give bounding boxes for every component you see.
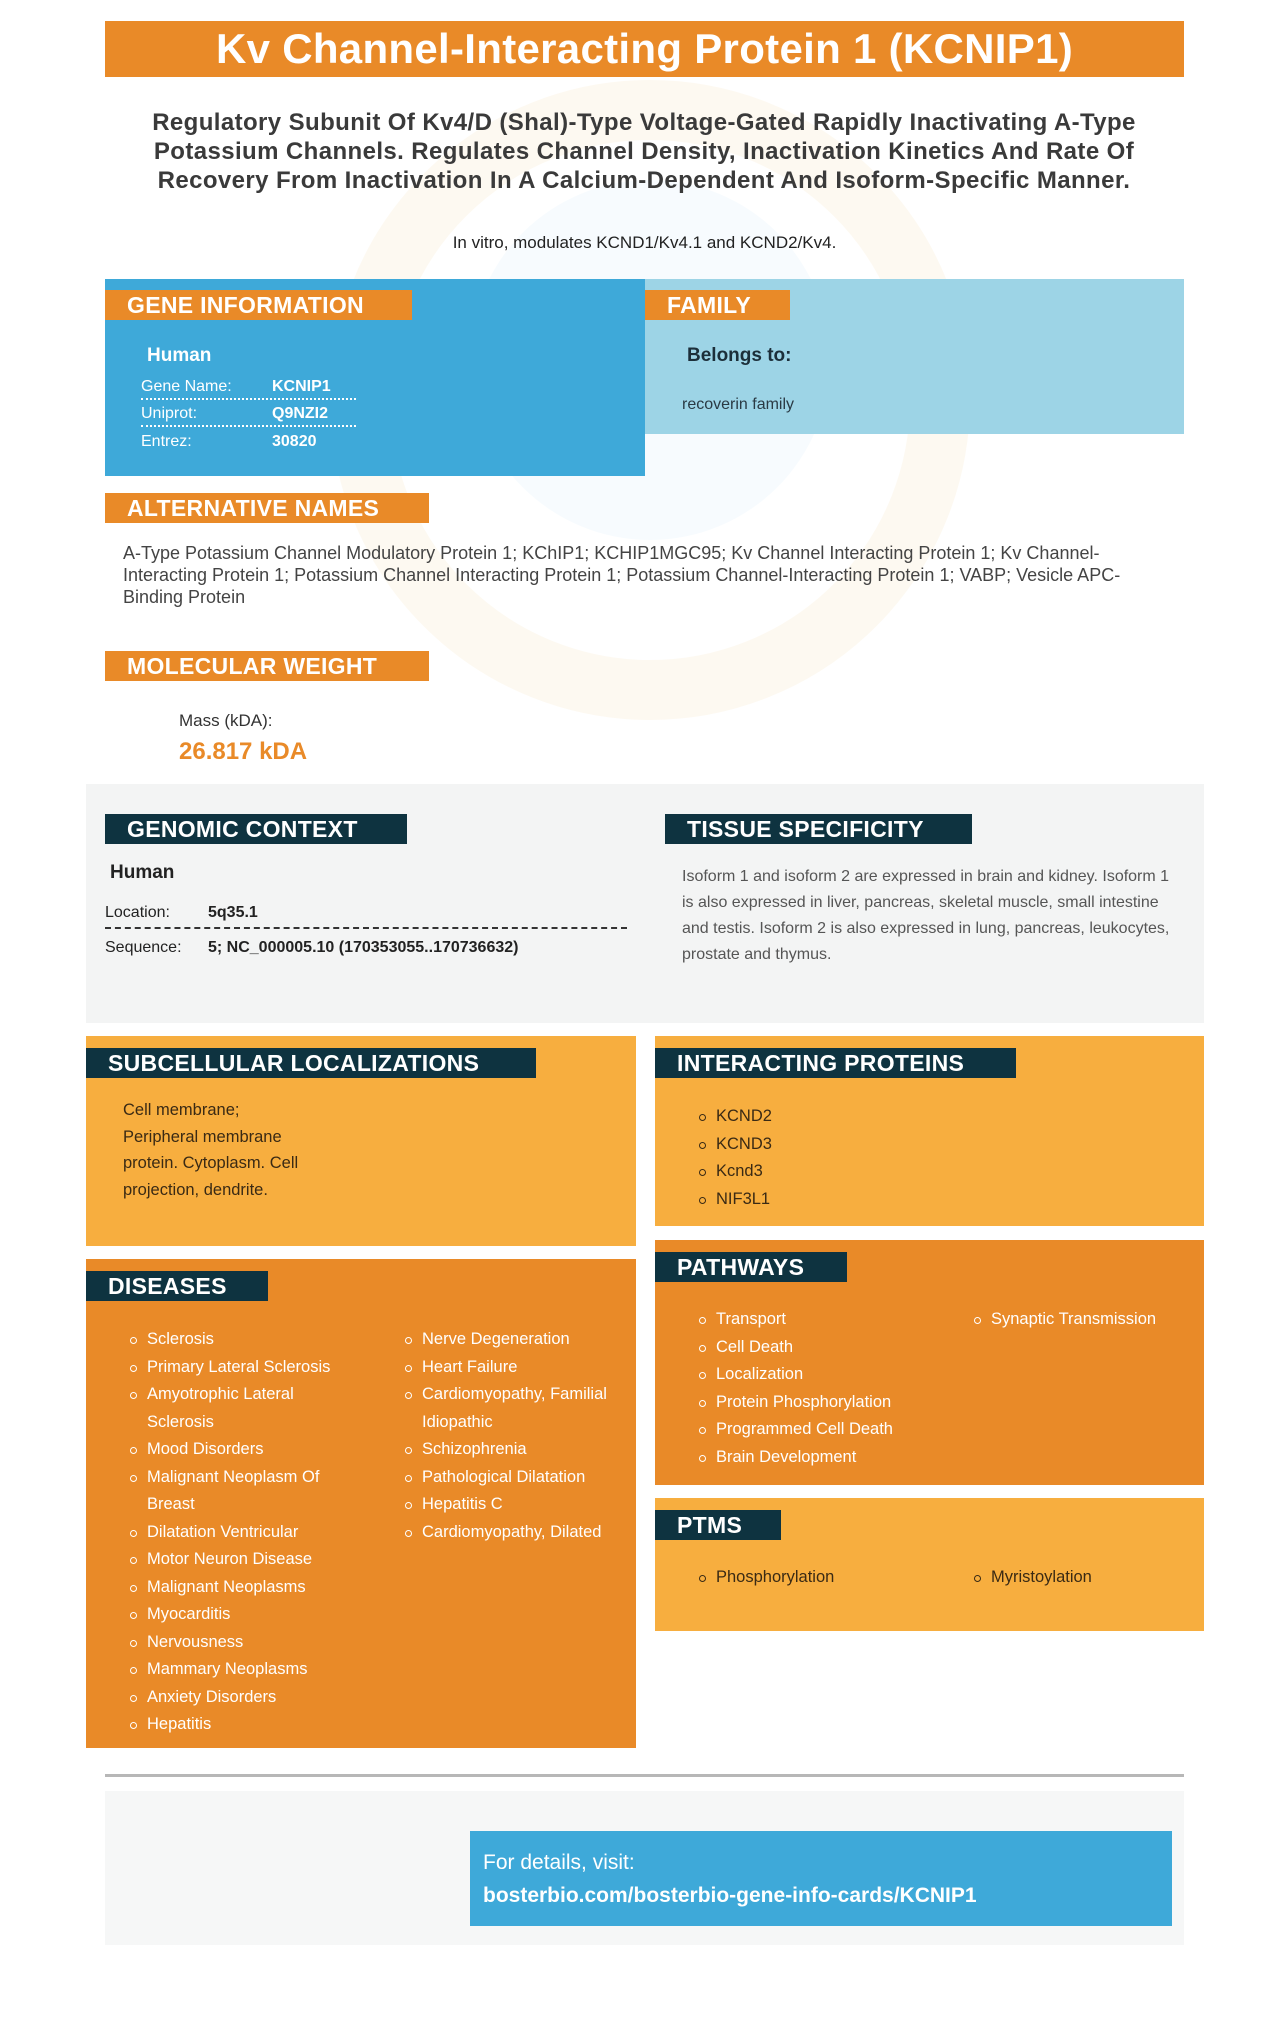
sequence-row bbox=[105, 932, 627, 964]
location-label: Location: bbox=[105, 904, 170, 921]
pathways-heading: PATHWAYS bbox=[655, 1252, 847, 1282]
list-item: KCND2 bbox=[697, 1103, 772, 1131]
list-item: Dilatation Ventricular bbox=[128, 1519, 353, 1547]
subcellular-line: Peripheral membrane bbox=[123, 1127, 282, 1146]
subcellular-heading: SUBCELLULAR LOCALIZATIONS bbox=[86, 1048, 536, 1078]
entrez-value: 30820 bbox=[272, 433, 317, 450]
list-item: NIF3L1 bbox=[697, 1186, 772, 1214]
footer-divider bbox=[105, 1774, 1184, 1777]
list-item: Malignant Neoplasms bbox=[128, 1574, 353, 1602]
family-heading: FAMILY bbox=[645, 290, 790, 320]
alternative-names-heading: ALTERNATIVE NAMES bbox=[105, 493, 429, 523]
ptms-heading: PTMS bbox=[655, 1510, 781, 1540]
gene-name-label: Gene Name: bbox=[141, 378, 232, 395]
list-item: Localization bbox=[697, 1361, 957, 1389]
list-item: Myocarditis bbox=[128, 1601, 353, 1629]
list-item: Primary Lateral Sclerosis bbox=[128, 1354, 353, 1382]
sequence-value: 5; NC_000005.10 (170353055..170736632) bbox=[208, 939, 519, 956]
list-item: Heart Failure bbox=[403, 1354, 631, 1382]
gene-information-heading: GENE INFORMATION bbox=[105, 290, 412, 320]
interacting-proteins-heading: INTERACTING PROTEINS bbox=[655, 1048, 1016, 1078]
subcellular-line: protein. Cytoplasm. Cell bbox=[123, 1154, 299, 1172]
pathways-list-col2 bbox=[972, 1306, 1197, 1334]
mass-value: 26.817 kDA bbox=[179, 738, 308, 765]
page-title: Kv Channel-Interacting Protein 1 (KCNIP1) bbox=[105, 21, 1184, 77]
list-item: Amyotrophic Lateral Sclerosis bbox=[128, 1381, 353, 1436]
genomic-context-heading: GENOMIC CONTEXT bbox=[105, 814, 407, 844]
list-item: KCND3 bbox=[697, 1131, 772, 1159]
gene-name-row bbox=[141, 374, 356, 400]
list-item: Cardiomyopathy, Familial Idiopathic bbox=[403, 1381, 631, 1436]
list-item: Motor Neuron Disease bbox=[128, 1546, 353, 1574]
genomic-species: Human bbox=[110, 862, 175, 883]
tissue-specificity-text: Isoform 1 and isoform 2 are expressed in brain and kidney. Isoform 1 is also expressed in liver, pancreas, skeletal muscle, small intestine and testis. Isoform 2 is also expressed in lung, pancreas, leukocytes, prostate and thymus. bbox=[682, 868, 1170, 963]
entrez-label: Entrez: bbox=[141, 433, 192, 450]
location-value: 5q35.1 bbox=[208, 904, 258, 921]
uniprot-label: Uniprot: bbox=[141, 405, 198, 422]
list-item: Anxiety Disorders bbox=[128, 1684, 353, 1712]
tissue-specificity-heading: TISSUE SPECIFICITY bbox=[665, 814, 972, 844]
list-item: Pathological Dilatation bbox=[403, 1464, 631, 1492]
list-item: Brain Development bbox=[697, 1444, 957, 1472]
list-item: Malignant Neoplasm Of Breast bbox=[128, 1464, 353, 1519]
details-label: For details, visit: bbox=[483, 1851, 635, 1874]
family-belongs-label: Belongs to: bbox=[687, 345, 792, 366]
subcellular-text bbox=[123, 1097, 298, 1203]
list-item: Protein Phosphorylation bbox=[697, 1389, 957, 1417]
diseases-list-col1 bbox=[128, 1326, 353, 1739]
alternative-names-text: A-Type Potassium Channel Modulatory Protein 1; KChIP1; KCHIP1MGC95; Kv Channel Interacting Protein 1; Kv Channel-Interacting Protein 1; Potassium Channel Interacting Protein 1; Potassium Channel-Interacting Protein 1; VABP; Vesicle APC-Binding Protein bbox=[123, 543, 1121, 607]
list-item: Myristoylation bbox=[972, 1564, 1197, 1592]
diseases-list-col2 bbox=[403, 1326, 631, 1546]
list-item: Nervousness bbox=[128, 1629, 353, 1657]
subcellular-line: projection, dendrite. bbox=[123, 1180, 268, 1199]
family-value: recoverin family bbox=[682, 396, 795, 413]
pathways-list-col1 bbox=[697, 1306, 957, 1471]
list-item: Hepatitis bbox=[128, 1711, 353, 1739]
details-url-link[interactable]: bosterbio.com/bosterbio-gene-info-cards/KCNIP1 bbox=[483, 1884, 977, 1907]
subcellular-line: Cell membrane; bbox=[123, 1101, 240, 1119]
gene-species: Human bbox=[147, 345, 212, 366]
molecular-weight-heading: MOLECULAR WEIGHT bbox=[105, 651, 429, 681]
list-item: Phosphorylation bbox=[697, 1564, 957, 1592]
list-item: Cell Death bbox=[697, 1334, 957, 1362]
entrez-row bbox=[141, 429, 356, 455]
list-item: Sclerosis bbox=[128, 1326, 353, 1354]
ptms-list-col1 bbox=[697, 1564, 957, 1592]
list-item: Schizophrenia bbox=[403, 1436, 631, 1464]
uniprot-value: Q9NZI2 bbox=[272, 405, 329, 422]
list-item: Kcnd3 bbox=[697, 1158, 772, 1186]
list-item: Transport bbox=[697, 1306, 957, 1334]
uniprot-row bbox=[141, 401, 356, 427]
details-link-box[interactable] bbox=[470, 1831, 1172, 1926]
list-item: Mammary Neoplasms bbox=[128, 1656, 353, 1684]
gene-name-value: KCNIP1 bbox=[272, 378, 331, 395]
diseases-heading: DISEASES bbox=[86, 1271, 268, 1301]
list-item: Cardiomyopathy, Dilated bbox=[403, 1519, 631, 1547]
list-item: Mood Disorders bbox=[128, 1436, 353, 1464]
location-row bbox=[105, 897, 627, 929]
sequence-label: Sequence: bbox=[105, 939, 182, 956]
protein-summary: Regulatory Subunit Of Kv4/D (Shal)-Type Voltage-Gated Rapidly Inactivating A-Type Potassium Channels. Regulates Channel Density, Inactivation Kinetics And Rate Of Recovery From Inactivation In A Calcium-Dependent And Isoform-Specific Manner. bbox=[152, 109, 1136, 194]
list-item: Hepatitis C bbox=[403, 1491, 631, 1519]
ptms-list-col2 bbox=[972, 1564, 1197, 1592]
list-item: Programmed Cell Death bbox=[697, 1416, 957, 1444]
list-item: Nerve Degeneration bbox=[403, 1326, 631, 1354]
mass-label: Mass (kDA): bbox=[179, 711, 273, 730]
interacting-proteins-list bbox=[697, 1103, 772, 1213]
function-note: In vitro, modulates KCND1/Kv4.1 and KCND2/Kv4. bbox=[452, 233, 837, 252]
list-item: Synaptic Transmission bbox=[972, 1306, 1197, 1334]
